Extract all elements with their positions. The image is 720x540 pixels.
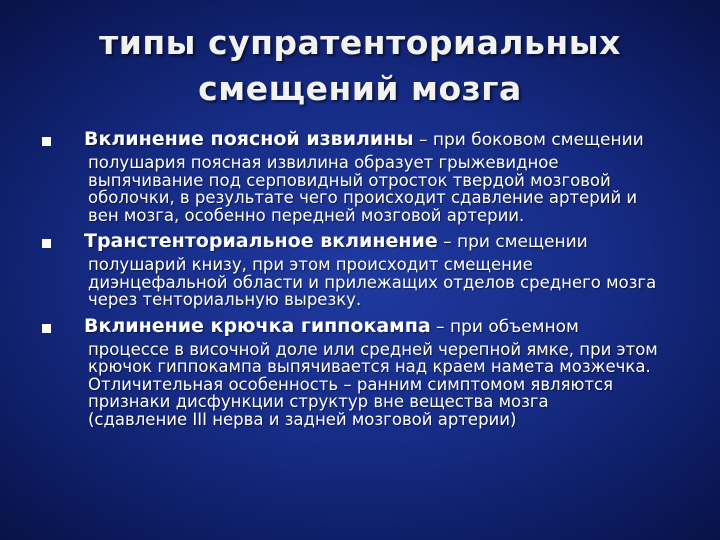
description-line: вен мозга, особенно передней мозговой артерии.: [88, 205, 525, 225]
bullet-description: [88, 256, 698, 309]
description-line: полушарий книзу, при этом происходит смещение: [88, 255, 533, 274]
description-line: (сдавление III нерва и задней мозговой артерии): [88, 409, 517, 429]
description-line: крючок гиппокампа выпячивается над краем намета мозжечка.: [88, 357, 651, 376]
bullet-lead: [84, 315, 698, 338]
description-line: процессе в височной доле или средней черепной ямке, при этом: [88, 339, 658, 359]
square-bullet-icon: [42, 324, 51, 333]
bullet-lead-rest: – при объемном: [430, 316, 579, 337]
description-line: выпячивание под серповидный отросток твердой мозговой: [88, 170, 611, 190]
bullet-lead-rest: – при боковом смещении: [413, 130, 644, 150]
bullet-description: [88, 341, 698, 429]
title-line-2: смещений мозга: [198, 69, 522, 108]
bullet-item-cingulate: [38, 128, 698, 224]
bullet-lead-rest: – при смещении: [437, 232, 588, 252]
title-line-1: типы супратенториальных: [99, 23, 621, 62]
square-bullet-icon: [42, 137, 51, 146]
bullet-item-transtentorial: [38, 230, 698, 309]
description-line: Отличительная особенность – ранним симптомом являются: [88, 374, 614, 394]
bullet-description: [88, 154, 698, 224]
bullet-item-uncal: [38, 315, 698, 429]
slide-title: [0, 20, 720, 112]
bullet-list: [38, 128, 698, 434]
description-line: диэнцефальной области и прилежащих отделов среднего мозга: [88, 272, 657, 292]
description-line: признаки дисфункции структур вне вещества мозга: [88, 392, 549, 411]
description-line: полушария поясная извилина образует грыжевидное: [88, 153, 559, 172]
square-bullet-icon: [42, 239, 51, 248]
bullet-lead: [84, 230, 698, 253]
bullet-term: Вклинение крючка гиппокампа: [84, 314, 431, 337]
bullet-term: Вклинение поясной извилины: [84, 128, 414, 150]
description-line: оболочки, в результате чего происходит сдавление артерий и: [88, 188, 638, 207]
bullet-term: Транстенториальное вклинение: [84, 230, 438, 252]
bullet-lead: [84, 128, 698, 151]
description-line: через тенториальную вырезку.: [88, 290, 362, 309]
